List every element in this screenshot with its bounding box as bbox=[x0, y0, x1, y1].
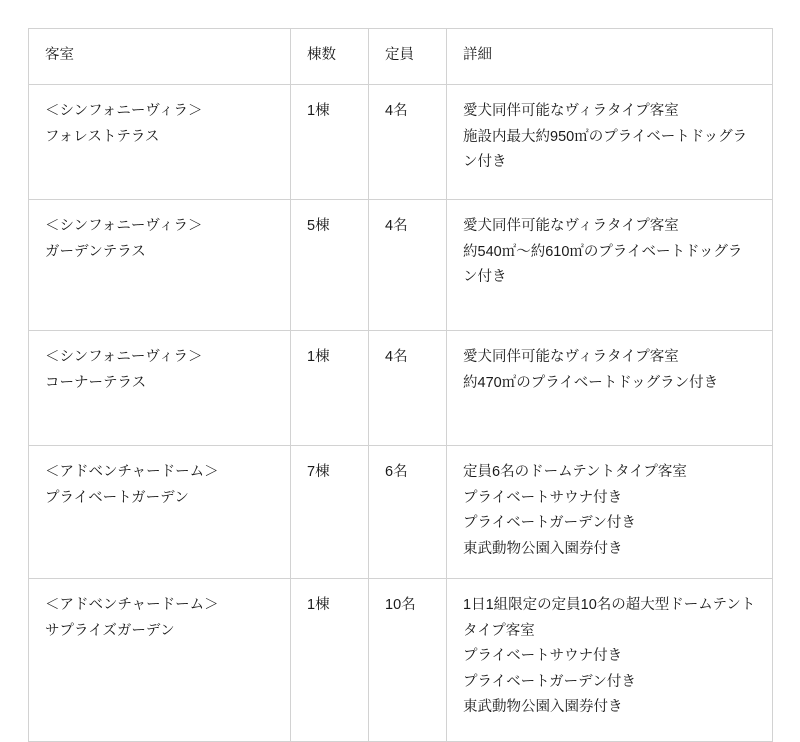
cell-room-name bbox=[29, 85, 291, 200]
room-name-line: フォレストテラス bbox=[45, 128, 160, 145]
cell-units: 1棟 bbox=[291, 331, 369, 446]
column-header-room: 客室 bbox=[29, 29, 291, 85]
detail-line: 東武動物公園入園券付き bbox=[463, 698, 623, 715]
cell-room-name bbox=[29, 579, 291, 742]
detail-line: 東武動物公園入園券付き bbox=[463, 540, 623, 557]
cell-details bbox=[447, 85, 773, 200]
detail-line: 1日1組限定の定員10名の超大型ドームテントタイプ客室 bbox=[463, 597, 756, 639]
cell-capacity: 10名 bbox=[369, 579, 447, 742]
column-header-capacity: 定員 bbox=[369, 29, 447, 85]
cell-room-name bbox=[29, 200, 291, 331]
cell-room-name bbox=[29, 446, 291, 579]
table-header-row bbox=[29, 29, 773, 85]
detail-line: 約540㎡〜約610㎡のプライベートドッグラン付き bbox=[463, 243, 743, 286]
cell-units: 7棟 bbox=[291, 446, 369, 579]
detail-line: 愛犬同伴可能なヴィラタイプ客室 bbox=[463, 349, 679, 366]
room-name-line: コーナーテラス bbox=[45, 374, 147, 391]
detail-line: 約470㎡のプライベートドッグラン付き bbox=[463, 374, 719, 391]
detail-line: 定員6名のドームテントタイプ客室 bbox=[463, 464, 687, 481]
room-types-table bbox=[28, 28, 773, 742]
cell-details bbox=[447, 200, 773, 331]
room-name-line: サプライズガーデン bbox=[45, 622, 175, 639]
cell-capacity: 4名 bbox=[369, 85, 447, 200]
cell-units: 1棟 bbox=[291, 579, 369, 742]
cell-details bbox=[447, 331, 773, 446]
detail-line: 愛犬同伴可能なヴィラタイプ客室 bbox=[463, 218, 679, 235]
room-name-line: ガーデンテラス bbox=[45, 243, 146, 260]
room-name-line: プライベートガーデン bbox=[45, 489, 189, 506]
detail-line: 施設内最大約950㎡のプライベートドッグラン付き bbox=[463, 128, 748, 171]
detail-line: プライベートガーデン付き bbox=[463, 673, 636, 690]
column-header-units: 棟数 bbox=[291, 29, 369, 85]
room-name-line: ＜シンフォニーヴィラ＞ bbox=[45, 103, 203, 120]
room-name-line: ＜シンフォニーヴィラ＞ bbox=[45, 349, 203, 366]
column-header-details: 詳細 bbox=[447, 29, 773, 85]
table-row bbox=[29, 85, 773, 200]
table-row bbox=[29, 200, 773, 331]
detail-line: プライベートサウナ付き bbox=[463, 489, 623, 506]
table-row bbox=[29, 331, 773, 446]
cell-capacity: 4名 bbox=[369, 200, 447, 331]
detail-line: プライベートサウナ付き bbox=[463, 648, 623, 665]
cell-units: 1棟 bbox=[291, 85, 369, 200]
table-row bbox=[29, 446, 773, 579]
room-name-line: ＜シンフォニーヴィラ＞ bbox=[45, 218, 203, 235]
cell-units: 5棟 bbox=[291, 200, 369, 331]
room-name-line: ＜アドベンチャードーム＞ bbox=[45, 597, 219, 614]
cell-capacity: 4名 bbox=[369, 331, 447, 446]
detail-line: プライベートガーデン付き bbox=[463, 515, 636, 532]
cell-details bbox=[447, 446, 773, 579]
cell-details bbox=[447, 579, 773, 742]
detail-line: 愛犬同伴可能なヴィラタイプ客室 bbox=[463, 103, 679, 120]
cell-room-name bbox=[29, 331, 291, 446]
table-row bbox=[29, 579, 773, 742]
room-name-line: ＜アドベンチャードーム＞ bbox=[45, 464, 219, 481]
cell-capacity: 6名 bbox=[369, 446, 447, 579]
